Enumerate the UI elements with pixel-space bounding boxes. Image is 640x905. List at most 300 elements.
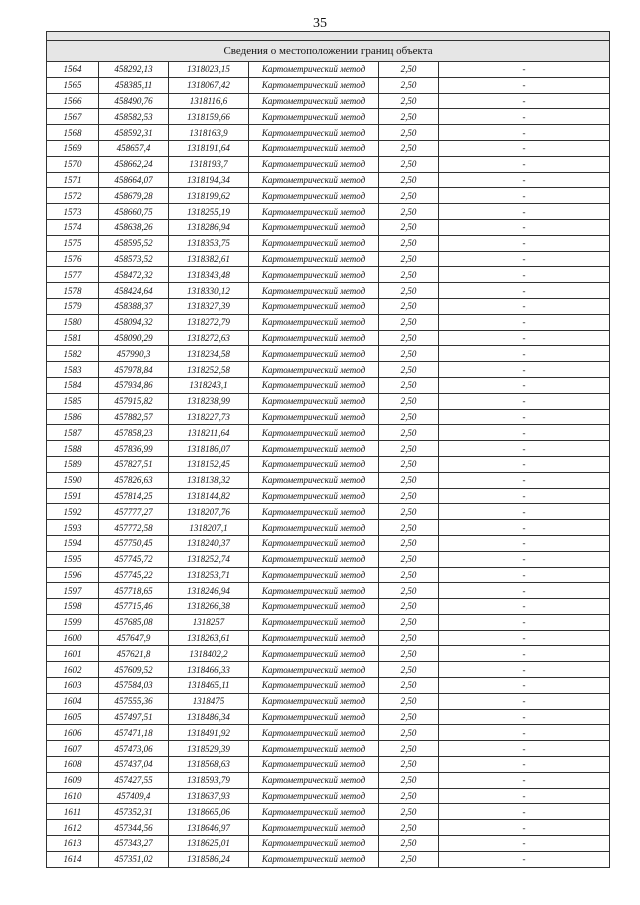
- x-coordinate-cell: 457718,65: [99, 583, 169, 599]
- description-cell: -: [439, 488, 610, 504]
- table-row: [47, 662, 610, 678]
- y-coordinate-cell: 1318255,19: [169, 204, 249, 220]
- page-number: 35: [313, 16, 327, 31]
- header-blank-cell: [47, 32, 610, 41]
- point-number-cell: 1581: [47, 330, 99, 346]
- method-cell: Картометрический метод: [249, 741, 379, 757]
- x-coordinate-cell: 458582,53: [99, 109, 169, 125]
- accuracy-cell: 2,50: [379, 646, 439, 662]
- table-row: [47, 377, 610, 393]
- description-cell: -: [439, 820, 610, 836]
- x-coordinate-cell: 457745,22: [99, 567, 169, 583]
- x-coordinate-cell: 457915,82: [99, 393, 169, 409]
- y-coordinate-cell: 1318402,2: [169, 646, 249, 662]
- y-coordinate-cell: 1318266,38: [169, 599, 249, 615]
- x-coordinate-cell: 457826,63: [99, 472, 169, 488]
- table-row: [47, 425, 610, 441]
- point-number-cell: 1600: [47, 630, 99, 646]
- accuracy-cell: 2,50: [379, 140, 439, 156]
- point-number-cell: 1575: [47, 235, 99, 251]
- accuracy-cell: 2,50: [379, 314, 439, 330]
- description-cell: -: [439, 298, 610, 314]
- description-cell: -: [439, 441, 610, 457]
- point-number-cell: 1573: [47, 204, 99, 220]
- x-coordinate-cell: 457473,06: [99, 741, 169, 757]
- method-cell: Картометрический метод: [249, 330, 379, 346]
- method-cell: Картометрический метод: [249, 520, 379, 536]
- x-coordinate-cell: 458094,32: [99, 314, 169, 330]
- table-title-row: [47, 32, 610, 41]
- method-cell: Картометрический метод: [249, 551, 379, 567]
- table-row: [47, 709, 610, 725]
- x-coordinate-cell: 458657,4: [99, 140, 169, 156]
- description-cell: -: [439, 725, 610, 741]
- accuracy-cell: 2,50: [379, 504, 439, 520]
- x-coordinate-cell: 457814,25: [99, 488, 169, 504]
- table-row: [47, 314, 610, 330]
- table-row: [47, 172, 610, 188]
- point-number-cell: 1565: [47, 77, 99, 93]
- y-coordinate-cell: 1318593,79: [169, 772, 249, 788]
- y-coordinate-cell: 1318646,97: [169, 820, 249, 836]
- description-cell: -: [439, 314, 610, 330]
- point-number-cell: 1583: [47, 362, 99, 378]
- accuracy-cell: 2,50: [379, 377, 439, 393]
- x-coordinate-cell: 457685,08: [99, 614, 169, 630]
- table-row: [47, 125, 610, 141]
- x-coordinate-cell: 457351,02: [99, 851, 169, 867]
- description-cell: -: [439, 140, 610, 156]
- x-coordinate-cell: 457497,51: [99, 709, 169, 725]
- method-cell: Картометрический метод: [249, 678, 379, 694]
- point-number-cell: 1609: [47, 772, 99, 788]
- point-number-cell: 1599: [47, 614, 99, 630]
- point-number-cell: 1566: [47, 93, 99, 109]
- x-coordinate-cell: 457715,46: [99, 599, 169, 615]
- method-cell: Картометрический метод: [249, 409, 379, 425]
- description-cell: -: [439, 504, 610, 520]
- y-coordinate-cell: 1318238,99: [169, 393, 249, 409]
- x-coordinate-cell: 457471,18: [99, 725, 169, 741]
- method-cell: Картометрический метод: [249, 267, 379, 283]
- point-number-cell: 1597: [47, 583, 99, 599]
- point-number-cell: 1589: [47, 456, 99, 472]
- description-cell: -: [439, 693, 610, 709]
- point-number-cell: 1601: [47, 646, 99, 662]
- accuracy-cell: 2,50: [379, 693, 439, 709]
- method-cell: Картометрический метод: [249, 535, 379, 551]
- point-number-cell: 1571: [47, 172, 99, 188]
- y-coordinate-cell: 1318234,58: [169, 346, 249, 362]
- x-coordinate-cell: 458664,07: [99, 172, 169, 188]
- description-cell: -: [439, 757, 610, 773]
- accuracy-cell: 2,50: [379, 599, 439, 615]
- table-row: [47, 551, 610, 567]
- point-number-cell: 1591: [47, 488, 99, 504]
- x-coordinate-cell: 458424,64: [99, 283, 169, 299]
- table-row: [47, 583, 610, 599]
- y-coordinate-cell: 1318159,66: [169, 109, 249, 125]
- table-row: [47, 520, 610, 536]
- method-cell: Картометрический метод: [249, 298, 379, 314]
- method-cell: Картометрический метод: [249, 77, 379, 93]
- x-coordinate-cell: 457427,55: [99, 772, 169, 788]
- x-coordinate-cell: 458573,52: [99, 251, 169, 267]
- y-coordinate-cell: 1318486,34: [169, 709, 249, 725]
- table-row: [47, 219, 610, 235]
- table-row: [47, 409, 610, 425]
- y-coordinate-cell: 1318253,71: [169, 567, 249, 583]
- accuracy-cell: 2,50: [379, 156, 439, 172]
- description-cell: -: [439, 535, 610, 551]
- point-number-cell: 1605: [47, 709, 99, 725]
- accuracy-cell: 2,50: [379, 188, 439, 204]
- method-cell: Картометрический метод: [249, 283, 379, 299]
- description-cell: -: [439, 93, 610, 109]
- description-cell: -: [439, 583, 610, 599]
- boundary-table: [46, 31, 610, 868]
- accuracy-cell: 2,50: [379, 93, 439, 109]
- table-row: [47, 788, 610, 804]
- description-cell: -: [439, 109, 610, 125]
- accuracy-cell: 2,50: [379, 219, 439, 235]
- accuracy-cell: 2,50: [379, 62, 439, 78]
- y-coordinate-cell: 1318023,15: [169, 62, 249, 78]
- description-cell: -: [439, 188, 610, 204]
- point-number-cell: 1607: [47, 741, 99, 757]
- x-coordinate-cell: 457621,8: [99, 646, 169, 662]
- x-coordinate-cell: 458490,76: [99, 93, 169, 109]
- description-cell: -: [439, 425, 610, 441]
- point-number-cell: 1613: [47, 836, 99, 852]
- y-coordinate-cell: 1318116,6: [169, 93, 249, 109]
- x-coordinate-cell: 458385,11: [99, 77, 169, 93]
- description-cell: -: [439, 851, 610, 867]
- y-coordinate-cell: 1318191,64: [169, 140, 249, 156]
- table-row: [47, 567, 610, 583]
- x-coordinate-cell: 457437,04: [99, 757, 169, 773]
- x-coordinate-cell: 457777,27: [99, 504, 169, 520]
- accuracy-cell: 2,50: [379, 125, 439, 141]
- y-coordinate-cell: 1318243,1: [169, 377, 249, 393]
- description-cell: -: [439, 836, 610, 852]
- point-number-cell: 1567: [47, 109, 99, 125]
- accuracy-cell: 2,50: [379, 851, 439, 867]
- point-number-cell: 1586: [47, 409, 99, 425]
- point-number-cell: 1588: [47, 441, 99, 457]
- y-coordinate-cell: 1318330,12: [169, 283, 249, 299]
- x-coordinate-cell: 457858,23: [99, 425, 169, 441]
- point-number-cell: 1584: [47, 377, 99, 393]
- table-row: [47, 614, 610, 630]
- x-coordinate-cell: 457990,3: [99, 346, 169, 362]
- method-cell: Картометрический метод: [249, 472, 379, 488]
- table-row: [47, 62, 610, 78]
- x-coordinate-cell: 457344,56: [99, 820, 169, 836]
- x-coordinate-cell: 457882,57: [99, 409, 169, 425]
- y-coordinate-cell: 1318568,63: [169, 757, 249, 773]
- y-coordinate-cell: 1318067,42: [169, 77, 249, 93]
- table-row: [47, 441, 610, 457]
- accuracy-cell: 2,50: [379, 678, 439, 694]
- x-coordinate-cell: 457978,84: [99, 362, 169, 378]
- y-coordinate-cell: 1318207,1: [169, 520, 249, 536]
- table-row: [47, 630, 610, 646]
- description-cell: -: [439, 567, 610, 583]
- y-coordinate-cell: 1318465,11: [169, 678, 249, 694]
- point-number-cell: 1608: [47, 757, 99, 773]
- point-number-cell: 1603: [47, 678, 99, 694]
- method-cell: Картометрический метод: [249, 109, 379, 125]
- table-body: [47, 32, 610, 868]
- accuracy-cell: 2,50: [379, 788, 439, 804]
- description-cell: -: [439, 235, 610, 251]
- x-coordinate-cell: 458592,31: [99, 125, 169, 141]
- point-number-cell: 1606: [47, 725, 99, 741]
- table-row: [47, 283, 610, 299]
- table-row: [47, 456, 610, 472]
- description-cell: -: [439, 520, 610, 536]
- description-cell: -: [439, 709, 610, 725]
- method-cell: Картометрический метод: [249, 614, 379, 630]
- x-coordinate-cell: 457772,58: [99, 520, 169, 536]
- accuracy-cell: 2,50: [379, 456, 439, 472]
- description-cell: -: [439, 330, 610, 346]
- accuracy-cell: 2,50: [379, 804, 439, 820]
- accuracy-cell: 2,50: [379, 109, 439, 125]
- table-title: Сведения о местоположении границ объекта: [47, 41, 610, 62]
- y-coordinate-cell: 1318475: [169, 693, 249, 709]
- method-cell: Картометрический метод: [249, 235, 379, 251]
- y-coordinate-cell: 1318353,75: [169, 235, 249, 251]
- table-row: [47, 188, 610, 204]
- point-number-cell: 1570: [47, 156, 99, 172]
- accuracy-cell: 2,50: [379, 283, 439, 299]
- accuracy-cell: 2,50: [379, 393, 439, 409]
- method-cell: Картометрический метод: [249, 820, 379, 836]
- method-cell: Картометрический метод: [249, 772, 379, 788]
- method-cell: Картометрический метод: [249, 851, 379, 867]
- point-number-cell: 1580: [47, 314, 99, 330]
- method-cell: Картометрический метод: [249, 441, 379, 457]
- method-cell: Картометрический метод: [249, 393, 379, 409]
- point-number-cell: 1572: [47, 188, 99, 204]
- method-cell: Картометрический метод: [249, 314, 379, 330]
- x-coordinate-cell: 458472,32: [99, 267, 169, 283]
- method-cell: Картометрический метод: [249, 425, 379, 441]
- table-row: [47, 504, 610, 520]
- description-cell: -: [439, 362, 610, 378]
- table-row: [47, 346, 610, 362]
- accuracy-cell: 2,50: [379, 425, 439, 441]
- table-row: [47, 362, 610, 378]
- accuracy-cell: 2,50: [379, 409, 439, 425]
- description-cell: -: [439, 678, 610, 694]
- table-row: [47, 757, 610, 773]
- accuracy-cell: 2,50: [379, 235, 439, 251]
- method-cell: Картометрический метод: [249, 504, 379, 520]
- table-title-row: [47, 41, 610, 62]
- method-cell: Картометрический метод: [249, 630, 379, 646]
- method-cell: Картометрический метод: [249, 456, 379, 472]
- point-number-cell: 1593: [47, 520, 99, 536]
- accuracy-cell: 2,50: [379, 330, 439, 346]
- point-number-cell: 1564: [47, 62, 99, 78]
- method-cell: Картометрический метод: [249, 377, 379, 393]
- method-cell: Картометрический метод: [249, 251, 379, 267]
- accuracy-cell: 2,50: [379, 172, 439, 188]
- y-coordinate-cell: 1318586,24: [169, 851, 249, 867]
- table-row: [47, 488, 610, 504]
- point-number-cell: 1611: [47, 804, 99, 820]
- x-coordinate-cell: 457836,99: [99, 441, 169, 457]
- table-row: [47, 235, 610, 251]
- point-number-cell: 1568: [47, 125, 99, 141]
- method-cell: Картометрический метод: [249, 788, 379, 804]
- x-coordinate-cell: 457343,27: [99, 836, 169, 852]
- table-row: [47, 836, 610, 852]
- description-cell: -: [439, 283, 610, 299]
- y-coordinate-cell: 1318194,34: [169, 172, 249, 188]
- y-coordinate-cell: 1318382,61: [169, 251, 249, 267]
- description-cell: -: [439, 204, 610, 220]
- y-coordinate-cell: 1318286,94: [169, 219, 249, 235]
- method-cell: Картометрический метод: [249, 204, 379, 220]
- method-cell: Картометрический метод: [249, 599, 379, 615]
- y-coordinate-cell: 1318163,9: [169, 125, 249, 141]
- description-cell: -: [439, 614, 610, 630]
- method-cell: Картометрический метод: [249, 583, 379, 599]
- y-coordinate-cell: 1318152,45: [169, 456, 249, 472]
- y-coordinate-cell: 1318252,74: [169, 551, 249, 567]
- accuracy-cell: 2,50: [379, 630, 439, 646]
- description-cell: -: [439, 741, 610, 757]
- table-row: [47, 140, 610, 156]
- x-coordinate-cell: 457409,4: [99, 788, 169, 804]
- table-row: [47, 804, 610, 820]
- table-row: [47, 772, 610, 788]
- accuracy-cell: 2,50: [379, 535, 439, 551]
- accuracy-cell: 2,50: [379, 520, 439, 536]
- point-number-cell: 1576: [47, 251, 99, 267]
- method-cell: Картометрический метод: [249, 804, 379, 820]
- table-row: [47, 298, 610, 314]
- x-coordinate-cell: 457584,03: [99, 678, 169, 694]
- description-cell: -: [439, 219, 610, 235]
- point-number-cell: 1585: [47, 393, 99, 409]
- table-row: [47, 535, 610, 551]
- x-coordinate-cell: 458292,13: [99, 62, 169, 78]
- description-cell: -: [439, 472, 610, 488]
- description-cell: -: [439, 346, 610, 362]
- accuracy-cell: 2,50: [379, 441, 439, 457]
- y-coordinate-cell: 1318211,64: [169, 425, 249, 441]
- y-coordinate-cell: 1318252,58: [169, 362, 249, 378]
- point-number-cell: 1574: [47, 219, 99, 235]
- x-coordinate-cell: 458679,28: [99, 188, 169, 204]
- table-row: [47, 77, 610, 93]
- y-coordinate-cell: 1318246,94: [169, 583, 249, 599]
- table-row: [47, 109, 610, 125]
- y-coordinate-cell: 1318327,39: [169, 298, 249, 314]
- y-coordinate-cell: 1318466,33: [169, 662, 249, 678]
- y-coordinate-cell: 1318263,61: [169, 630, 249, 646]
- accuracy-cell: 2,50: [379, 551, 439, 567]
- method-cell: Картометрический метод: [249, 172, 379, 188]
- y-coordinate-cell: 1318637,93: [169, 788, 249, 804]
- method-cell: Картометрический метод: [249, 125, 379, 141]
- accuracy-cell: 2,50: [379, 709, 439, 725]
- method-cell: Картометрический метод: [249, 757, 379, 773]
- table-row: [47, 472, 610, 488]
- table-row: [47, 330, 610, 346]
- x-coordinate-cell: 457745,72: [99, 551, 169, 567]
- point-number-cell: 1612: [47, 820, 99, 836]
- description-cell: -: [439, 377, 610, 393]
- x-coordinate-cell: 458662,24: [99, 156, 169, 172]
- point-number-cell: 1592: [47, 504, 99, 520]
- point-number-cell: 1598: [47, 599, 99, 615]
- x-coordinate-cell: 458388,37: [99, 298, 169, 314]
- y-coordinate-cell: 1318343,48: [169, 267, 249, 283]
- accuracy-cell: 2,50: [379, 725, 439, 741]
- method-cell: Картометрический метод: [249, 646, 379, 662]
- x-coordinate-cell: 457352,31: [99, 804, 169, 820]
- accuracy-cell: 2,50: [379, 583, 439, 599]
- method-cell: Картометрический метод: [249, 725, 379, 741]
- accuracy-cell: 2,50: [379, 362, 439, 378]
- description-cell: -: [439, 772, 610, 788]
- x-coordinate-cell: 457934,86: [99, 377, 169, 393]
- y-coordinate-cell: 1318240,37: [169, 535, 249, 551]
- description-cell: -: [439, 788, 610, 804]
- method-cell: Картометрический метод: [249, 836, 379, 852]
- accuracy-cell: 2,50: [379, 204, 439, 220]
- description-cell: -: [439, 409, 610, 425]
- table-row: [47, 725, 610, 741]
- point-number-cell: 1569: [47, 140, 99, 156]
- table-row: [47, 599, 610, 615]
- y-coordinate-cell: 1318227,73: [169, 409, 249, 425]
- method-cell: Картометрический метод: [249, 662, 379, 678]
- table-row: [47, 820, 610, 836]
- table-row: [47, 741, 610, 757]
- method-cell: Картометрический метод: [249, 362, 379, 378]
- method-cell: Картометрический метод: [249, 488, 379, 504]
- table-row: [47, 251, 610, 267]
- point-number-cell: 1596: [47, 567, 99, 583]
- method-cell: Картометрический метод: [249, 693, 379, 709]
- accuracy-cell: 2,50: [379, 77, 439, 93]
- table-row: [47, 678, 610, 694]
- accuracy-cell: 2,50: [379, 567, 439, 583]
- table-row: [47, 267, 610, 283]
- accuracy-cell: 2,50: [379, 820, 439, 836]
- accuracy-cell: 2,50: [379, 662, 439, 678]
- description-cell: -: [439, 62, 610, 78]
- accuracy-cell: 2,50: [379, 251, 439, 267]
- method-cell: Картометрический метод: [249, 219, 379, 235]
- method-cell: Картометрический метод: [249, 567, 379, 583]
- description-cell: -: [439, 599, 610, 615]
- x-coordinate-cell: 458595,52: [99, 235, 169, 251]
- x-coordinate-cell: 457555,36: [99, 693, 169, 709]
- method-cell: Картометрический метод: [249, 346, 379, 362]
- y-coordinate-cell: 1318665,06: [169, 804, 249, 820]
- description-cell: -: [439, 267, 610, 283]
- description-cell: -: [439, 393, 610, 409]
- table-row: [47, 393, 610, 409]
